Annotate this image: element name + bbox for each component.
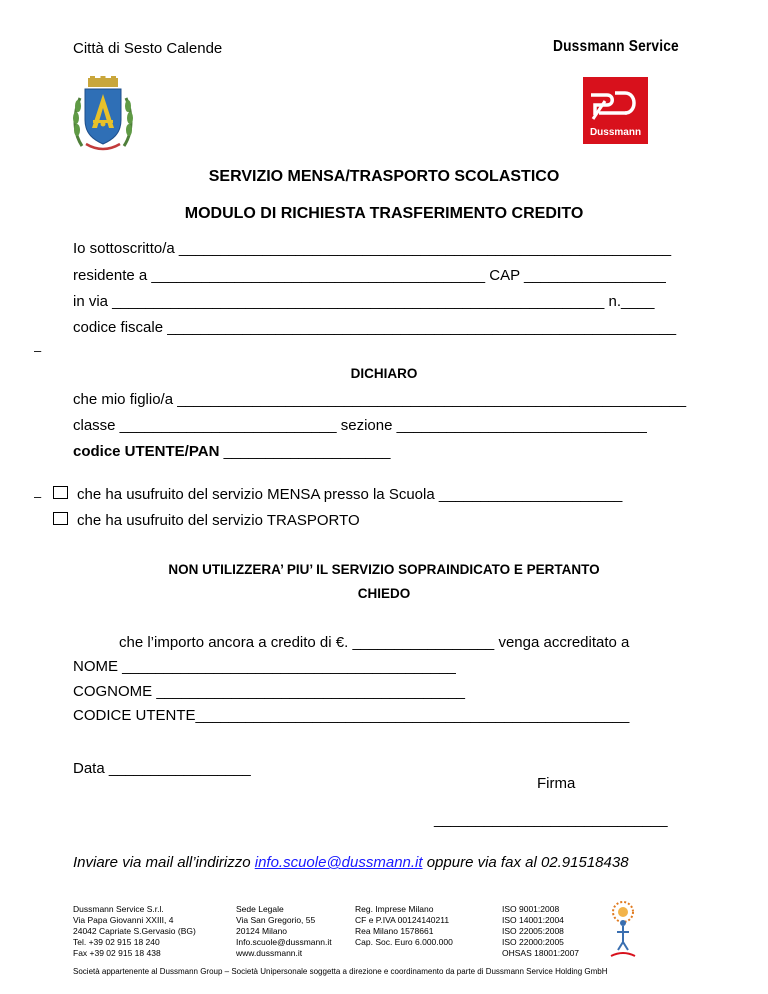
option-trasporto-label: che ha usufruito del servizio TRASPORTO <box>77 512 360 529</box>
firma-line[interactable]: ____________________________ <box>434 811 668 828</box>
dichiaro-heading: DICHIARO <box>350 366 418 381</box>
footer-line: www.dussmann.it <box>236 948 303 958</box>
field-sottoscritto[interactable]: Io sottoscritto/a ___________________________________________________________ <box>73 240 672 257</box>
send-prefix: Inviare via mail all’indirizzo <box>73 854 255 871</box>
send-instructions <box>73 854 629 871</box>
city-name: Città di Sesto Calende <box>73 40 223 57</box>
email-link[interactable]: info.scuole@dussmann.it <box>254 854 423 871</box>
footer-line: ISO 22000:2005 <box>502 937 564 947</box>
margin-mark: – <box>34 343 42 358</box>
footer-line: Rea Milano 1578661 <box>355 926 434 936</box>
footer-line: OHSAS 18001:2007 <box>502 948 580 958</box>
footer-line: Cap. Soc. Euro 6.000.000 <box>355 937 453 947</box>
footer-line: Via San Gregorio, 55 <box>236 915 316 925</box>
field-residente-cap[interactable]: residente a ________________________________________ CAP _________________ <box>73 267 666 284</box>
footer-line: ISO 22005:2008 <box>502 926 564 936</box>
dussmann-logo-text: Dussmann <box>589 127 642 138</box>
footer-group-note: Società appartenente al Dussmann Group – Società Unipersonale soggetta a direzione e coordinamento da parte di Dussmann Service Holding GmbH <box>73 967 608 976</box>
footer-line: Reg. Imprese Milano <box>355 904 434 914</box>
footer-line: Dussmann Service S.r.l. <box>73 904 164 914</box>
field-via[interactable]: in via ___________________________________________________________ n.____ <box>73 293 655 310</box>
dussmann-logo <box>583 77 648 144</box>
form-title-module: MODULO DI RICHIESTA TRASFERIMENTO CREDITO <box>184 205 584 222</box>
footer-line: 20124 Milano <box>236 926 288 936</box>
statement-line: NON UTILIZZERA’ PIU’ IL SERVIZIO SOPRAINDICATO E PERTANTO <box>168 562 600 577</box>
field-codice-utente[interactable]: CODICE UTENTE____________________________________________________ <box>73 707 630 724</box>
form-title-service: SERVIZIO MENSA/TRASPORTO SCOLASTICO <box>208 168 560 185</box>
field-importo[interactable]: che l’importo ancora a credito di €. _________________ venga accreditato a <box>119 634 630 651</box>
footer-line: Fax +39 02 915 18 438 <box>73 948 161 958</box>
field-codice-fiscale[interactable]: codice fiscale _____________________________________________________________ <box>73 319 677 336</box>
footer-company-block <box>73 904 196 959</box>
footer-line: CF e P.IVA 00124140211 <box>355 915 450 925</box>
footer-line: ISO 14001:2004 <box>502 915 564 925</box>
field-classe-sezione[interactable]: classe __________________________ sezione ______________________________ <box>73 417 647 434</box>
footer-line: Tel. +39 02 915 18 240 <box>73 937 160 947</box>
chiedo-heading: CHIEDO <box>357 586 411 601</box>
checkbox-trasporto[interactable] <box>53 512 68 525</box>
codice-utente-label: codice UTENTE/PAN <box>73 443 220 460</box>
footer-line: Via Papa Giovanni XXIII, 4 <box>73 915 174 925</box>
company-name: Dussmann Service <box>553 38 679 55</box>
send-suffix: oppure via fax al 02.91518438 <box>422 854 629 871</box>
field-nome[interactable]: NOME ________________________________________ <box>73 658 456 675</box>
footer-registry-block <box>355 904 453 948</box>
footer-iso-block <box>502 904 579 959</box>
footer-legal-block <box>236 904 332 959</box>
certification-badge-icon <box>606 898 640 962</box>
footer-line: ISO 9001:2008 <box>502 904 560 914</box>
margin-mark: – <box>34 489 42 504</box>
footer-line: 24042 Capriate S.Gervasio (BG) <box>73 926 196 936</box>
option-mensa-label: che ha usufruito del servizio MENSA presso la Scuola ______________________ <box>77 486 623 503</box>
field-codice-utente-pan[interactable] <box>73 443 390 460</box>
field-data[interactable]: Data _________________ <box>73 760 251 777</box>
codice-utente-line: ____________________ <box>223 443 391 460</box>
firma-label: Firma <box>537 775 576 792</box>
footer-line: Info.scuole@dussmann.it <box>236 937 332 947</box>
field-figlio[interactable]: che mio figlio/a _____________________________________________________________ <box>73 391 687 408</box>
field-cognome[interactable]: COGNOME _____________________________________ <box>73 683 465 700</box>
footer-line: Sede Legale <box>236 904 284 914</box>
city-coat-of-arms <box>72 76 134 152</box>
checkbox-mensa[interactable] <box>53 486 68 499</box>
